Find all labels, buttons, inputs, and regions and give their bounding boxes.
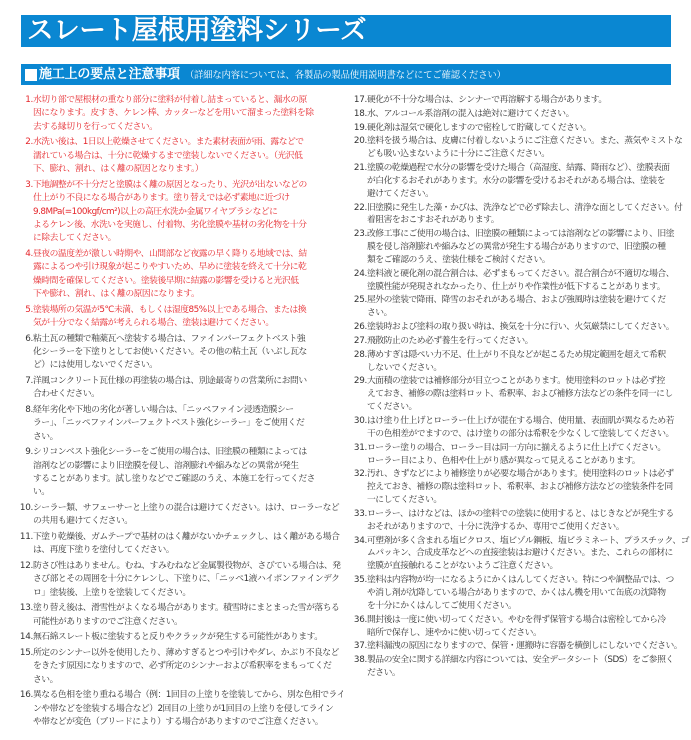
note-line: 控えておき、補修の際は塗料ロット、希釈率、および補修方法などの塗装条件を同 (367, 482, 673, 493)
note-item-17 (352, 94, 691, 107)
note-line: をきたす原因になりますので、必ず所定のシンナーおよび希釈率をまもってくだ (33, 661, 332, 672)
square-bullet-icon (25, 69, 37, 81)
note-item-15 (0, 647, 350, 687)
note-line: 塗料を扱う場合は、皮膚に付着しないようにご注意ください。また、蒸気やミストな (367, 136, 683, 147)
note-line: を十分にかくはんしてご使用ください。 (367, 600, 517, 611)
note-item-36 (352, 614, 691, 640)
note-number: 9. (25, 447, 33, 458)
note-line: い。 (33, 487, 50, 498)
note-number: 29. (353, 376, 367, 387)
note-line: 燥時間を確保してください。塗装後早期に結露の影響を受けると光沢低 (33, 275, 299, 286)
note-line: ローラー塗りの場合、ローラー目は同一方向に揃えるように仕上げてください。 (367, 442, 666, 453)
note-item-18 (352, 108, 691, 121)
note-number: 3. (25, 179, 33, 190)
note-item-4 (0, 248, 350, 302)
note-item-34 (352, 535, 691, 574)
note-line: シリコンベスト強化シーラーをご使用の場合は、旧塗膜の種類によっては (33, 447, 307, 458)
note-line: ロ」塗装後、上塗りを塗装してください。 (33, 587, 191, 598)
note-item-11 (0, 531, 350, 558)
note-number: 14. (19, 632, 33, 643)
note-line: 仕上がり不良になる場合があります。塗り替えでは必ず素地に近づけ (33, 193, 290, 204)
note-line: さい。 (367, 308, 392, 319)
note-number: 10. (19, 503, 33, 514)
note-line: 屋外の塗装で降雨、降雪のおそれがある場合、および強風時は塗装を避けてくだ (367, 295, 666, 306)
note-line: 下、膨れ、割れ、はく離の原因となります。） (33, 164, 204, 175)
note-line: 可能性がありますのでご注意ください。 (33, 616, 183, 627)
note-line: 無石綿スレート板に塗装すると反りやクラックが発生する可能性があります。 (33, 632, 323, 643)
note-item-13 (0, 602, 350, 629)
title-banner (21, 15, 671, 47)
note-line: ローラー、はけなどは、ほかの塗料での塗装に使用すると、はじきなどが発生する (367, 508, 674, 519)
note-line: おそれがありますので、十分に洗浄するか、専用でご使用ください。 (367, 521, 625, 532)
note-number: 33. (353, 508, 367, 519)
note-number: 27. (353, 335, 367, 346)
note-item-14 (0, 631, 350, 644)
note-line: ローラー目により、色相や仕上がり感が異なって見えることがあります。 (367, 455, 641, 466)
note-line: 粘土瓦の種類で釉薬瓦へ塗装する場合は、ファインパーフェクトベスト強 (33, 333, 306, 344)
note-item-2 (0, 136, 350, 176)
note-line: 合わせください。 (33, 389, 100, 400)
note-line: することがあります。試し塗りなどでご確認のうえ、本施工を行ってくださ (33, 474, 315, 485)
note-item-6 (0, 333, 350, 373)
note-item-1 (0, 94, 350, 134)
note-line: 9.8MPa(=100kgf/cm²)以上の高圧水洗か金属ワイヤブラシなどに (33, 206, 278, 217)
note-item-22 (352, 202, 691, 228)
note-line: は、再度下塗りを塗付してください。 (33, 545, 175, 556)
note-number: 26. (353, 322, 367, 333)
note-item-21 (352, 162, 691, 201)
note-item-30 (352, 415, 691, 441)
note-line: 可塑剤が多く含まれる塩ビクロス、塩ビゾル鋼板、塩ビラミネート、プラスチック、ゴ (367, 535, 689, 546)
note-item-33 (352, 508, 691, 534)
note-line: ムパッキン、合成皮革などへの直接塗装はお避けください。また、これらの部材に (367, 548, 673, 559)
note-line: 塗り替え後は、滑雪性がよくなる場合があります。積雪時にまとまった雪が落ちる (33, 603, 340, 614)
note-line: ださい。 (367, 668, 401, 678)
note-line: の共用も避けてください。 (33, 516, 133, 527)
note-number: 6. (25, 333, 33, 344)
note-line: 因になります。皮すき、ケレン棒、カッターなどを用いて溜まった塗料を除 (33, 108, 314, 119)
note-line: 洋風コンクリート瓦仕様の再塗装の場合は、別途最寄りの営業所にお問い (33, 375, 307, 386)
note-item-24 (352, 268, 691, 294)
note-line: はけ塗り仕上げとローラー仕上げが混在する場合、使用量、表面肌が異なるため若 (367, 415, 674, 426)
note-line: 水洗い後は、1日以上乾燥させてください。また素材表面が雨、露などで (33, 137, 304, 148)
note-line: 製品の安全に関する詳細な内容については、安全データシート（SDS）をご参照く (367, 655, 674, 666)
note-line: 一にしてください。 (367, 495, 442, 506)
note-number: 8. (25, 404, 33, 415)
note-number: 23. (353, 229, 367, 240)
note-line: 膜を侵し溶剤膨れや縮みなどの異常が発生する場合がありますので、旧塗膜の種 (367, 242, 666, 253)
note-item-31 (352, 442, 691, 468)
notes-column-right (352, 94, 691, 681)
note-line: 硬化が不十分な場合は、シンナーで再溶解する場合があります。 (367, 95, 607, 105)
note-line: 防さび性はありません。むね、すみむねなど金属製役物が、さびている場合は、発 (33, 560, 341, 571)
note-item-10 (0, 502, 350, 529)
section-heading: 施工上の要点と注意事項 (39, 67, 180, 82)
note-number: 5. (25, 304, 33, 315)
note-line: 類をご確認のうえ、塗装仕様をご検討ください。 (367, 255, 551, 266)
note-line: 所定のシンナー以外を使用したり、薄めすぎるとつや引けやダレ、かぶり不良など (33, 647, 339, 658)
note-line: てください。 (367, 402, 417, 413)
note-line: 濡れている場合は、十分に乾燥するまで塗装しないでください。（光沢低 (33, 150, 303, 161)
note-item-19 (352, 122, 691, 135)
note-line: 飛散防止のため必ず養生を行ってください。 (367, 335, 533, 346)
note-line: 水切り部で屋根材の重なり部分に塗料が付着し詰まっていると、漏水の原 (33, 95, 307, 105)
note-number: 35. (353, 575, 367, 586)
note-line: や消し剤が沈降している場合がありますので、かくはん機を用いて缶底の沈降物 (367, 587, 666, 598)
note-line: 干の色相差がでますので、はけ塗りの部分は希釈を少なくして塗装してください。 (367, 428, 674, 439)
notes-column-left (0, 94, 350, 732)
note-item-12 (0, 560, 350, 600)
note-line: 気が十分でなく結露が考えられる場合、塗装は避けてください。 (33, 318, 274, 328)
note-line: 化シーラーを下塗りとしてお使いください。その他の粘土瓦（いぶし瓦な (33, 346, 307, 357)
note-number: 22. (353, 202, 367, 213)
note-item-35 (352, 574, 691, 613)
note-number: 21. (353, 163, 367, 174)
note-line: ンや帯などを塗装する場合など）2回目の上塗りが1回目の上塗りを侵してライン (33, 703, 334, 714)
note-line: よるケレン後、水洗いを実施し、付着物、劣化塗膜や基材の劣化物を十分 (33, 219, 307, 230)
note-line: 塗料漏洩の原因になりますので、保管・運搬時に容器を横倒しにしないでください。 (367, 641, 683, 652)
note-line: 下地調整が不十分だと塗膜はく離の原因となったり、光沢が出ないなどの (33, 179, 307, 190)
note-line: えておき、補修の際は塗料ロット、希釈率、および補修方法などの条件を同一にし (367, 389, 673, 400)
note-line: 塗料液と硬化剤の混合割合は、必ずまもってください。混合割合が不適切な場合、 (367, 268, 674, 279)
note-line: 異なる色相を塗り重ねる場合（例：1回目の上塗りを塗装してから、別な色相でライ (33, 690, 345, 701)
note-item-7 (0, 375, 350, 402)
note-line: ども吸い込まないように十分にご注意ください。 (367, 149, 550, 160)
note-item-38 (352, 654, 691, 680)
note-line: 着阻害をおこすおそれがあります。 (367, 215, 500, 226)
note-item-9 (0, 446, 350, 500)
note-line: 塗膜性能が発現されなかったり、仕上がりや作業性が低下することがあります。 (367, 281, 665, 292)
note-line: 避けてください。 (367, 188, 434, 199)
note-line: しないでください。 (367, 362, 442, 373)
note-number: 11. (19, 531, 33, 542)
note-number: 17. (353, 95, 367, 105)
note-item-26 (352, 321, 691, 334)
note-item-27 (352, 335, 691, 348)
note-line: 塗装時および塗料の取り扱い時は、換気を十分に行い、火気厳禁にしてください。 (367, 322, 674, 333)
note-line: 下や膨れ、割れ、はく離の原因になります。 (33, 289, 200, 300)
note-line: 開封後は一度に使い切ってください。やむを得ず保管する場合は密栓してから冷 (367, 614, 666, 625)
note-line: に除去してください。 (33, 233, 116, 244)
note-number: 30. (353, 415, 367, 426)
note-line: ど）には使用しないでください。 (33, 360, 158, 371)
note-number: 20. (353, 136, 367, 147)
note-item-28 (352, 349, 691, 375)
note-line: さい。 (33, 674, 58, 685)
note-item-37 (352, 640, 691, 653)
note-number: 12. (19, 560, 33, 571)
section-header-bar (21, 64, 671, 85)
note-line: シーラー類、サフェーサーと上塗りの混合は避けてください。はけ、ローラーなど (33, 503, 340, 514)
note-line: 溶剤などの影響により旧塗膜を侵し、溶剤膨れや縮みなどの異常が発生 (33, 460, 299, 471)
note-line: さび部とその周囲を十分にケレンし、下塗りに、「ニッペ1液ハイポンファインデク (33, 574, 340, 585)
note-line: が白化するおそれがあります。水分の影響を受けるおそれがある場合は、塗装を (367, 175, 665, 186)
note-number: 4. (25, 248, 33, 259)
note-item-5 (0, 304, 350, 331)
note-number: 7. (25, 375, 33, 386)
note-number: 25. (353, 295, 367, 306)
note-number: 15. (19, 647, 33, 658)
note-line: 塗装場所の気温が5℃未満、もしくは湿度85%以上である場合、または換 (33, 304, 307, 315)
note-number: 38. (353, 655, 367, 666)
note-item-23 (352, 228, 691, 267)
note-line: 去する縁切りを行ってください。 (33, 121, 158, 132)
note-line: 経年劣化や下地の劣化が著しい場合は、「ニッペファイン浸透造膜シー (33, 404, 294, 415)
note-number: 32. (353, 469, 367, 480)
note-line: 水、アルコール系溶剤の混入は絶対に避けてください。 (367, 108, 574, 119)
note-item-3 (0, 179, 350, 246)
note-item-8 (0, 404, 350, 444)
note-line: 硬化剤は湿気で硬化しますので密栓して貯蔵してください。 (367, 122, 592, 133)
note-line: ラー」、「ニッペファインパーフェクトベスト強化シーラー」をご使用くだ (33, 418, 305, 429)
note-line: 露によるつや引け現象が起こりやすいため、早めに塗装を終えて十分に乾 (33, 262, 307, 273)
note-number: 2. (25, 137, 33, 148)
note-number: 37. (353, 641, 367, 652)
note-item-20 (352, 135, 691, 161)
page-title: スレート屋根用塗料シリーズ (27, 15, 367, 46)
note-line: 下塗り乾燥後、ガムテープで基材のはく離がないかチェックし、はく離がある場合 (33, 531, 340, 542)
section-note: （詳細な内容については、各製品の製品使用説明書などにてご確認ください） (184, 70, 506, 81)
note-number: 34. (353, 535, 367, 546)
note-item-25 (352, 294, 691, 320)
note-number: 18. (353, 108, 367, 119)
note-line: 暗所で保存し、速やかに使い切ってください。 (367, 627, 542, 638)
note-line: 旧塗膜に発生した藻・かびは、洗浄などで必ず除去し、清浄な面としてください。付 (367, 202, 683, 213)
note-line: 汚れ、きずなどにより補修塗りが必要な場合があります。使用塗料のロットは必ず (367, 469, 674, 480)
note-line: 塗膜の乾燥過程で水分の影響を受けた場合（高湿度、結露、降雨など）、塗膜表面 (367, 163, 670, 174)
note-line: 塗膜が直接触れることがないようご注意ください。 (367, 561, 558, 572)
note-item-16 (0, 689, 350, 729)
note-number: 36. (353, 614, 367, 625)
note-number: 28. (353, 349, 367, 360)
note-number: 24. (353, 268, 367, 279)
note-line: 大面積の塗装では補修部分が目立つことがあります。使用塗料のロットは必ず控 (367, 376, 665, 387)
note-line: 改修工事にご使用の場合は、旧塗膜の種類によっては溶剤などの影響により、旧塗 (367, 229, 674, 240)
note-line: 薄めすぎは隠ぺい力不足、仕上がり不良などが起こるため規定範囲を超えて希釈 (367, 349, 666, 360)
note-number: 13. (19, 603, 33, 614)
note-number: 31. (353, 442, 367, 453)
note-line: や帯などが変色（ブリードにより）する場合がありますのでご注意ください。 (33, 717, 324, 727)
note-number: 16. (19, 690, 33, 701)
note-number: 19. (353, 122, 367, 133)
note-line: さい。 (33, 431, 58, 442)
note-number: 1. (25, 95, 33, 105)
note-item-32 (352, 468, 691, 507)
note-item-29 (352, 375, 691, 414)
note-line: 塗料は内容物が均一になるようにかくはんしてください。特につや調整品では、つ (367, 575, 674, 586)
note-line: 昼夜の温度差が激しい時期や、山間部など夜露の早く降りる地域では、結 (33, 248, 307, 259)
